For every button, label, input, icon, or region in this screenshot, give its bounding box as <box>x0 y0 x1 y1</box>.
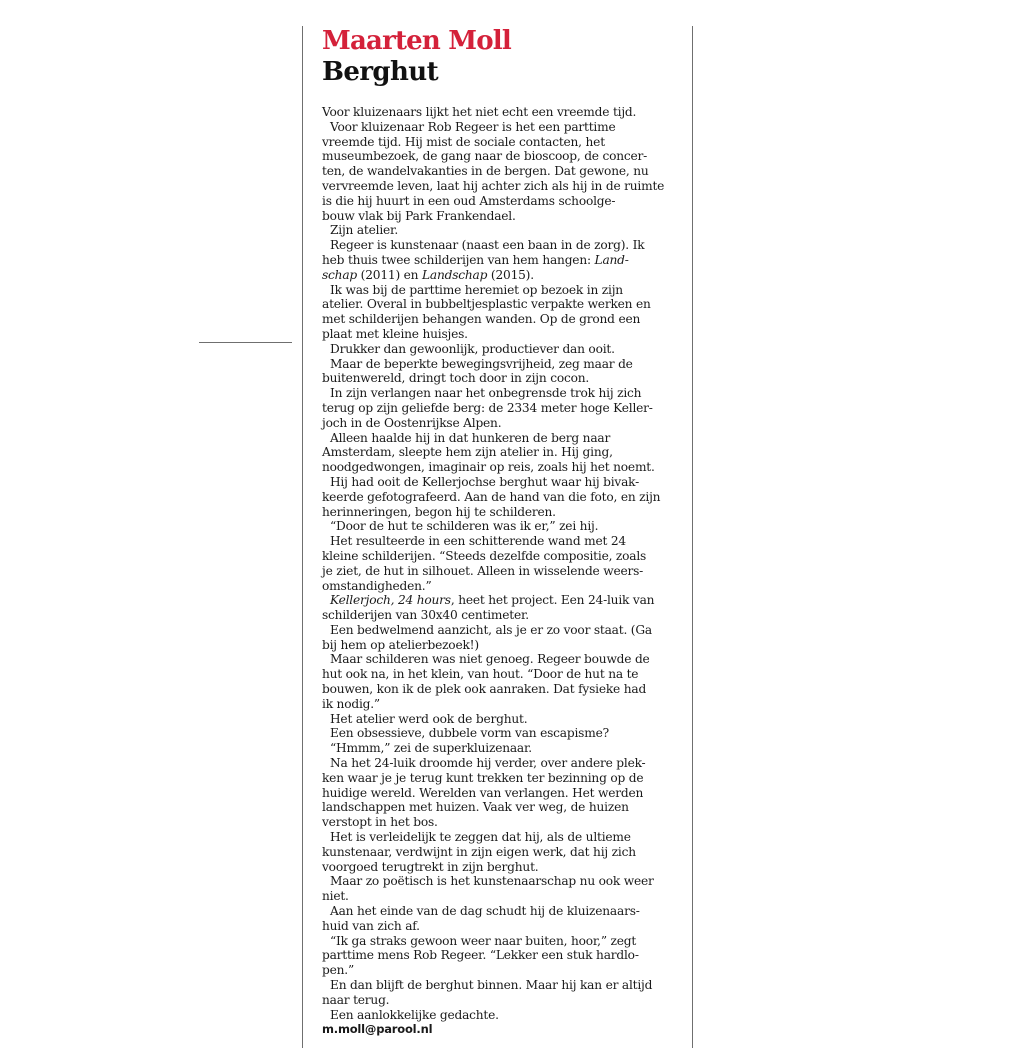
body-line: naar terug. <box>322 992 390 1007</box>
body-line: vervreemde leven, laat hij achter zich als hij in de ruimte <box>322 178 665 193</box>
body-line: Maar zo poëtisch is het kunstenaarschap nu ook weer <box>330 874 654 889</box>
body-line: huidige wereld. Werelden van verlangen. Het werden <box>322 785 644 800</box>
body-line: plaat met kleine huisjes. <box>322 326 468 341</box>
body-line: Een bedwelmend aanzicht, als je er zo voor staat. (Ga <box>330 622 652 637</box>
body-line: Amsterdam, sleepte hem zijn atelier in. Hij ging, <box>322 445 613 460</box>
body-line: voorgoed terugtrekt in zijn berghut. <box>322 859 539 874</box>
body-line: Drukker dan gewoonlijk, productiever dan ooit. <box>330 341 615 356</box>
body-line: keerde gefotografeerd. Aan de hand van die foto, en zijn <box>322 489 661 504</box>
body-line: schilderijen van 30x40 centimeter. <box>322 608 529 623</box>
column-rule-left <box>302 26 303 1048</box>
article-body <box>322 105 665 1037</box>
body-line: Zijn atelier. <box>330 223 399 238</box>
body-line: Een obsessieve, dubbele vorm van escapisme? <box>330 726 609 741</box>
body-line: noodgedwongen, imaginair op reis, zoals hij het noemt. <box>322 460 655 475</box>
body-line: schap (2011) en Landschap (2015). <box>322 267 534 282</box>
body-line: ken waar je je terug kunt trekken ter bezinning op de <box>322 770 644 785</box>
body-line: bij hem op atelierbezoek!) <box>322 637 479 652</box>
body-line: Alleen haalde hij in dat hunkeren de berg naar <box>330 430 611 445</box>
body-line: vreemde tijd. Hij mist de sociale contacten, het <box>322 134 605 149</box>
body-line: Hij had ooit de Kellerjochse berghut waar hij bivak- <box>330 474 640 489</box>
body-line: huid van zich af. <box>322 918 420 933</box>
body-line: “Ik ga straks gewoon weer naar buiten, hoor,” zegt <box>330 933 637 948</box>
body-line: bouw vlak bij Park Frankendael. <box>322 208 516 223</box>
body-line: Aan het einde van de dag schudt hij de kluizenaars- <box>330 904 640 919</box>
side-divider <box>199 342 292 343</box>
column-rule-right <box>692 26 693 1048</box>
body-line: is die hij huurt in een oud Amsterdams schoolge- <box>322 193 616 208</box>
body-line: Maar de beperkte bewegingsvrijheid, zeg maar de <box>330 356 633 371</box>
body-line: Het resulteerde in een schitterende wand met 24 <box>330 534 626 549</box>
body-line: bouwen, kon ik de plek ook aanraken. Dat fysieke had <box>322 682 647 697</box>
body-line: landschappen met huizen. Vaak ver weg, de huizen <box>322 800 629 815</box>
body-line: heb thuis twee schilderijen van hem hangen: Land- <box>322 252 629 267</box>
article-column <box>322 26 665 1037</box>
body-line: verstopt in het bos. <box>322 815 438 830</box>
body-line: In zijn verlangen naar het onbegrensde trok hij zich <box>330 386 642 401</box>
body-line: Maar schilderen was niet genoeg. Regeer bouwde de <box>330 652 650 667</box>
body-line: Regeer is kunstenaar (naast een baan in de zorg). Ik <box>330 238 645 253</box>
body-line: parttime mens Rob Regeer. “Lekker een stuk hardlo- <box>322 948 639 963</box>
body-line: Een aanlokkelijke gedachte. <box>330 1007 499 1022</box>
body-line: kunstenaar, verdwijnt in zijn eigen werk, dat hij zich <box>322 844 636 859</box>
body-line: Na het 24-luik droomde hij verder, over andere plek- <box>330 756 646 771</box>
body-line: Het atelier werd ook de berghut. <box>330 711 528 726</box>
body-line: Voor kluizenaar Rob Regeer is het een parttime <box>330 119 616 134</box>
body-line: Voor kluizenaars lijkt het niet echt een vreemde tijd. <box>322 105 637 119</box>
body-line: pen.” <box>322 963 354 978</box>
body-line: museumbezoek, de gang naar de bioscoop, de concer- <box>322 149 648 164</box>
body-line: “Door de hut te schilderen was ik er,” zei hij. <box>330 519 599 534</box>
body-line: ten, de wandelvakanties in de bergen. Dat gewone, nu <box>322 164 649 179</box>
body-line: je ziet, de hut in silhouet. Alleen in wisselende weers- <box>322 563 644 578</box>
body-line: buitenwereld, dringt toch door in zijn cocon. <box>322 371 590 386</box>
body-line: hut ook na, in het klein, van hout. “Door de hut na te <box>322 667 639 682</box>
author-email[interactable]: m.moll@parool.nl <box>322 1022 433 1037</box>
body-line: Ik was bij de parttime heremiet op bezoek in zijn <box>330 282 623 297</box>
body-line: “Hmmm,” zei de superkluizenaar. <box>330 741 532 756</box>
author-name: Maarten Moll <box>322 26 511 56</box>
body-line: kleine schilderijen. “Steeds dezelfde compositie, zoals <box>322 548 647 563</box>
body-line: atelier. Overal in bubbeltjesplastic verpakte werken en <box>322 297 651 312</box>
body-line: met schilderijen behangen wanden. Op de grond een <box>322 312 641 327</box>
body-line: Het is verleidelijk te zeggen dat hij, als de ultieme <box>330 830 631 845</box>
body-line: ik nodig.” <box>322 696 380 711</box>
body-line: herinneringen, begon hij te schilderen. <box>322 504 556 519</box>
body-line: omstandigheden.” <box>322 578 432 593</box>
body-line: terug op zijn geliefde berg: de 2334 meter hoge Keller- <box>322 400 653 415</box>
body-line: joch in de Oostenrijkse Alpen. <box>322 415 502 430</box>
body-line: Kellerjoch, 24 hours, heet het project. Een 24-luik van <box>330 593 655 608</box>
body-line: En dan blijft de berghut binnen. Maar hij kan er altijd <box>330 978 653 993</box>
article-headline: Berghut <box>322 57 439 87</box>
body-line: niet. <box>322 889 349 904</box>
